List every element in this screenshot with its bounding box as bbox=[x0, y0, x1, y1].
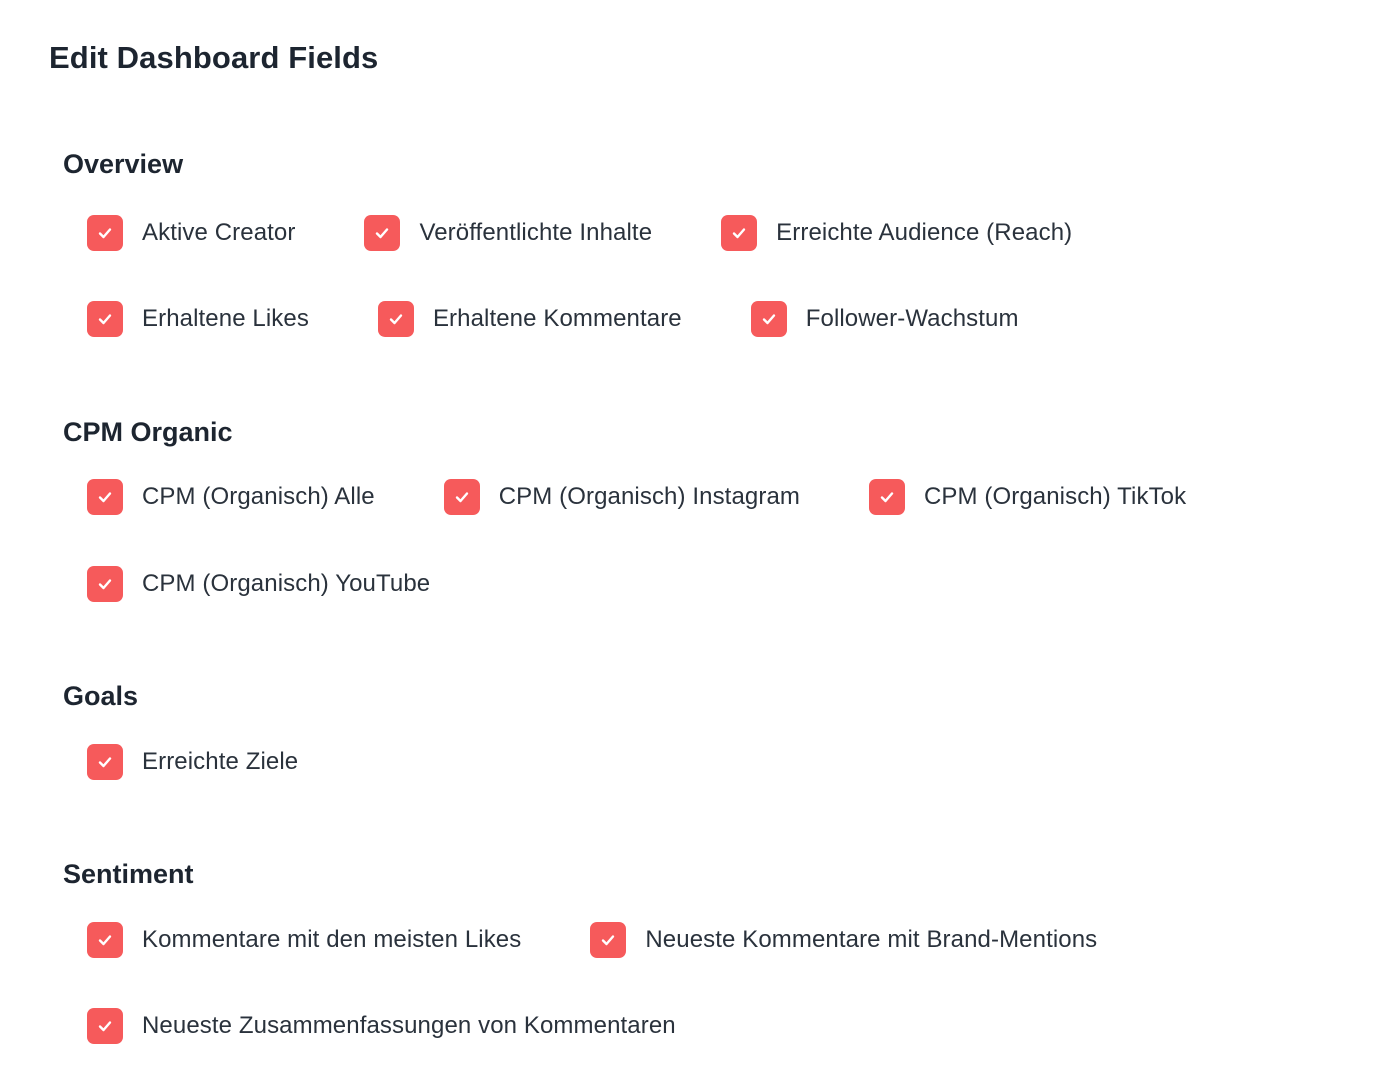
field-row bbox=[87, 213, 1072, 253]
checkbox-checked-icon[interactable] bbox=[87, 1008, 123, 1044]
field-label: CPM (Organisch) YouTube bbox=[142, 570, 431, 597]
field-label: Aktive Creator bbox=[142, 219, 296, 246]
section-heading-cpm-organic: CPM Organic bbox=[63, 417, 233, 447]
checkbox-checked-icon[interactable] bbox=[87, 922, 123, 958]
field-veroeffentlichte-inhalte[interactable] bbox=[364, 215, 652, 251]
checkbox-checked-icon[interactable] bbox=[869, 479, 905, 515]
field-label: Erhaltene Kommentare bbox=[432, 305, 682, 332]
field-row bbox=[87, 742, 298, 782]
field-label: CPM (Organisch) TikTok bbox=[923, 483, 1187, 510]
checkbox-checked-icon[interactable] bbox=[87, 479, 123, 515]
checkbox-checked-icon[interactable] bbox=[444, 479, 480, 515]
checkbox-checked-icon[interactable] bbox=[751, 301, 787, 337]
checkbox-checked-icon[interactable] bbox=[87, 566, 123, 602]
field-row bbox=[87, 1006, 676, 1046]
field-label: Erhaltene Likes bbox=[142, 305, 309, 332]
field-kommentare-brand-mentions[interactable] bbox=[590, 922, 1097, 958]
field-erhaltene-likes[interactable] bbox=[87, 301, 309, 337]
checkbox-checked-icon[interactable] bbox=[364, 215, 400, 251]
field-label: Veröffentlichte Inhalte bbox=[419, 219, 653, 246]
field-row bbox=[87, 920, 1097, 960]
checkbox-checked-icon[interactable] bbox=[590, 922, 626, 958]
field-label: Kommentare mit den meisten Likes bbox=[142, 926, 522, 953]
field-cpm-instagram[interactable] bbox=[444, 479, 800, 515]
field-label: Neueste Zusammenfassungen von Kommentaren bbox=[142, 1012, 676, 1039]
field-cpm-tiktok[interactable] bbox=[869, 479, 1186, 515]
page-title: Edit Dashboard Fields bbox=[49, 40, 379, 75]
field-erreichte-audience[interactable] bbox=[721, 215, 1072, 251]
checkbox-checked-icon[interactable] bbox=[378, 301, 414, 337]
field-follower-wachstum[interactable] bbox=[751, 301, 1019, 337]
field-label: Erreichte Ziele bbox=[142, 748, 299, 775]
section-heading-overview: Overview bbox=[63, 149, 184, 179]
field-kommentare-meiste-likes[interactable] bbox=[87, 922, 521, 958]
section-heading-sentiment: Sentiment bbox=[63, 859, 194, 889]
field-label: Neueste Kommentare mit Brand-Mentions bbox=[645, 926, 1098, 953]
field-row bbox=[87, 564, 430, 604]
field-cpm-alle[interactable] bbox=[87, 479, 375, 515]
field-label: CPM (Organisch) Alle bbox=[142, 483, 375, 510]
field-aktive-creator[interactable] bbox=[87, 215, 295, 251]
field-label: CPM (Organisch) Instagram bbox=[498, 483, 800, 510]
field-row bbox=[87, 477, 1186, 517]
checkbox-checked-icon[interactable] bbox=[721, 215, 757, 251]
checkbox-checked-icon[interactable] bbox=[87, 301, 123, 337]
checkbox-checked-icon[interactable] bbox=[87, 744, 123, 780]
field-label: Erreichte Audience (Reach) bbox=[776, 219, 1073, 246]
section-heading-goals: Goals bbox=[63, 681, 139, 711]
field-zusammenfassungen-kommentare[interactable] bbox=[87, 1008, 676, 1044]
field-erreichte-ziele[interactable] bbox=[87, 744, 298, 780]
checkbox-checked-icon[interactable] bbox=[87, 215, 123, 251]
field-erhaltene-kommentare[interactable] bbox=[378, 301, 682, 337]
field-row bbox=[87, 299, 1019, 339]
field-cpm-youtube[interactable] bbox=[87, 566, 430, 602]
field-label: Follower-Wachstum bbox=[805, 305, 1019, 332]
